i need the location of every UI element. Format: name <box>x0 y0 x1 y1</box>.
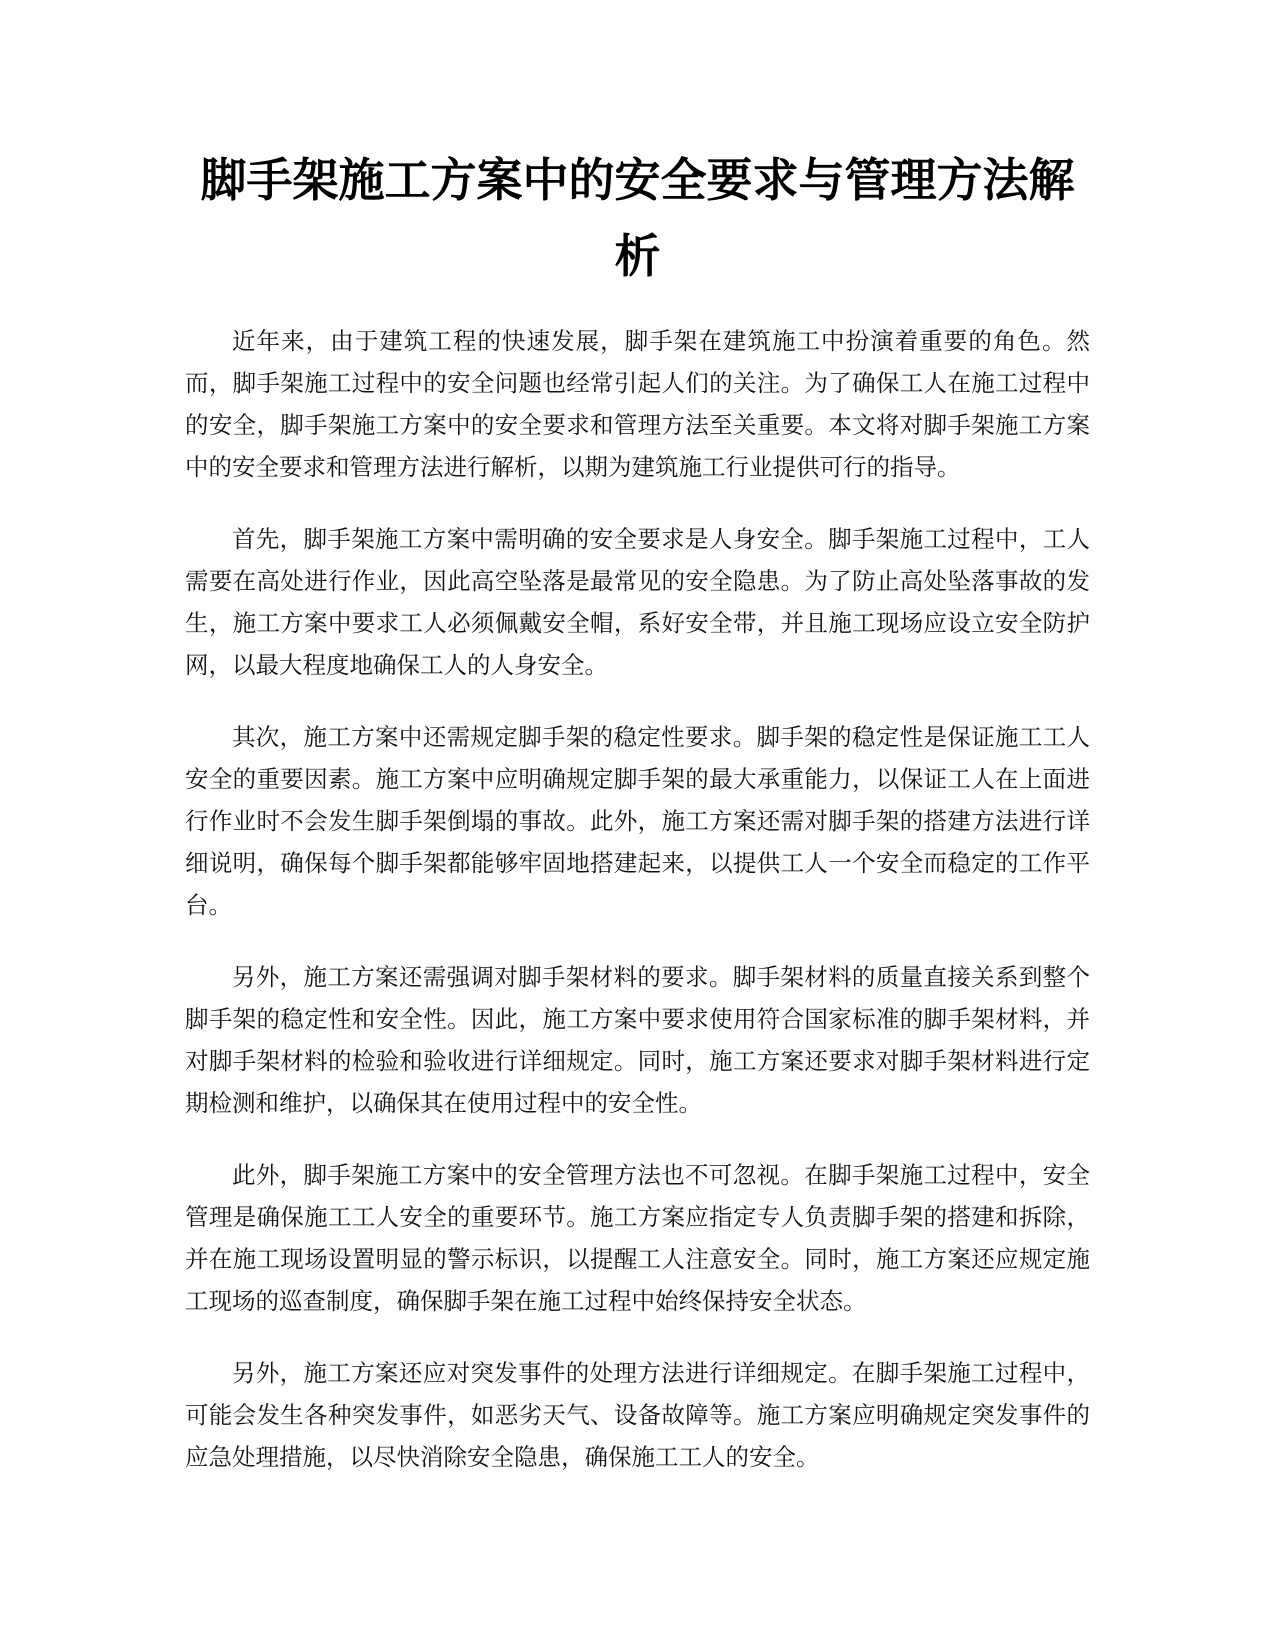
document-title: 脚手架施工方案中的安全要求与管理方法解析 <box>200 153 1075 283</box>
paragraph-1: 近年来，由于建筑工程的快速发展，脚手架在建筑施工中扮演着重要的角色。然而，脚手架施工过程中的安全问题也经常引起人们的关注。为了确保工人在施工过程中的安全，脚手架施工方案中的安全要求和管理方法至关重要。本文将对脚手架施工方案中的安全要求和管理方法进行解析，以期为建筑施工行业提供可行的指导。 <box>185 327 1090 481</box>
paragraph-5: 此外，脚手架施工方案中的安全管理方法也不可忽视。在脚手架施工过程中，安全管理是确保施工工人安全的重要环节。施工方案应指定专人负责脚手架的搭建和拆除，并在施工现场设置明显的警示标识，以提醒工人注意安全。同时，施工方案还应规定施工现场的巡查制度，确保脚手架在施工过程中始终保持安全状态。 <box>185 1161 1090 1315</box>
paragraph-2: 首先，脚手架施工方案中需明确的安全要求是人身安全。脚手架施工过程中，工人需要在高处进行作业，因此高空坠落是最常见的安全隐患。为了防止高处坠落事故的发生，施工方案中要求工人必须佩戴安全帽，系好安全带，并且施工现场应设立安全防护网，以最大程度地确保工人的人身安全。 <box>185 525 1090 679</box>
paragraph-3: 其次，施工方案中还需规定脚手架的稳定性要求。脚手架的稳定性是保证施工工人安全的重要因素。施工方案中应明确规定脚手架的最大承重能力，以保证工人在上面进行作业时不会发生脚手架倒塌的事故。此外，施工方案还需对脚手架的搭建方法进行详细说明，确保每个脚手架都能够牢固地搭建起来，以提供工人一个安全而稳定的工作平台。 <box>185 723 1090 919</box>
paragraph-4: 另外，施工方案还需强调对脚手架材料的要求。脚手架材料的质量直接关系到整个脚手架的稳定性和安全性。因此，施工方案中要求使用符合国家标准的脚手架材料，并对脚手架材料的检验和验收进行详细规定。同时，施工方案还要求对脚手架材料进行定期检测和维护，以确保其在使用过程中的安全性。 <box>185 963 1090 1117</box>
paragraph-6: 另外，施工方案还应对突发事件的处理方法进行详细规定。在脚手架施工过程中，可能会发生各种突发事件，如恶劣天气、设备故障等。施工方案应明确规定突发事件的应急处理措施，以尽快消除安全隐患，确保施工工人的安全。 <box>185 1359 1090 1471</box>
document-body <box>185 320 1090 1508</box>
